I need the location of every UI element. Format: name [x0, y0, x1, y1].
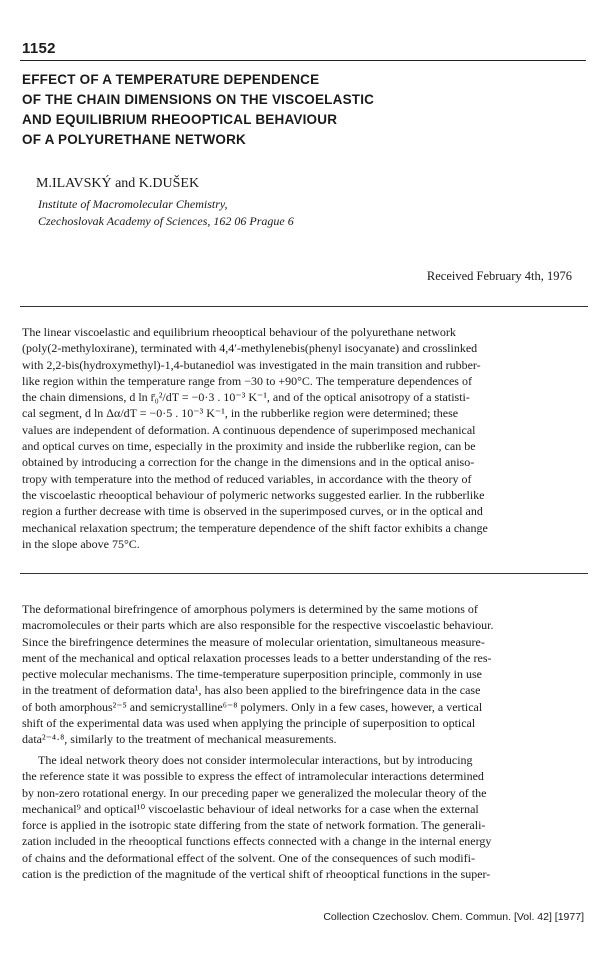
abstract-line: the viscoelastic rheooptical behaviour of polymeric networks suggested earlier. In the rubberlike — [22, 487, 485, 502]
page-number: 1152 — [22, 40, 56, 57]
body-line: The deformational birefringence of amorphous polymers is determined by the same motions of — [22, 602, 478, 616]
body-line: shift of the experimental data was used when applying the principle of superposition to optical — [22, 716, 476, 731]
abstract-line: tropy with temperature into the method of reduced variables, in accordance with the theory of — [22, 471, 472, 486]
body-line: data²⁻⁴·⁸, similarly to the treatment of mechanical measurements. — [22, 732, 337, 747]
abstract-line: in the slope above 75°C. — [22, 536, 140, 551]
abstract — [22, 324, 588, 552]
body-line: in the treatment of deformation data¹, has also been applied to the birefringence data in the case — [22, 683, 481, 698]
title-line: OF A POLYURETHANE NETWORK — [22, 132, 247, 147]
received-date: Received February 4th, 1976 — [426, 269, 572, 283]
body-line: mechanical⁹ and optical¹⁰ viscoelastic behaviour of ideal networks for a case when the external — [22, 801, 479, 816]
body-line: cation is the prediction of the magnitude of the vertical shift of rheooptical functions in the super- — [22, 867, 491, 882]
abstract-line: region a further decrease with time is observed in the superimposed curves, or in the optical and — [22, 504, 483, 519]
article-title — [22, 70, 582, 150]
abstract-top-rule — [20, 306, 588, 307]
abstract-line: like region within the temperature range from −30 to +90°C. The temperature dependences of — [22, 373, 472, 388]
abstract-line: (poly(2-methyloxirane), terminated with 4,4′-methylenebis(phenyl isocyanate) and crosslinked — [22, 341, 478, 356]
abstract-line: cal segment, d ln Δα/dT = −0·5 . 10⁻³ K⁻¹, in the rubberlike region were determined; these — [22, 406, 459, 421]
body-line: the reference state it was possible to express the effect of intramolecular interactions determined — [22, 769, 484, 784]
authors: M.ILAVSKÝ and K.DUŠEK — [36, 176, 200, 191]
header-rule — [20, 60, 586, 61]
affiliation — [38, 196, 294, 230]
affiliation-line: Institute of Macromolecular Chemistry, — [38, 197, 228, 211]
abstract-line: with 2,2-bis(hydroxymethyl)-1,4-butanediol was investigated in the main transition and rubber- — [22, 357, 481, 372]
title-line: EFFECT OF A TEMPERATURE DEPENDENCE — [22, 72, 320, 87]
abstract-line: and optical curves on time, especially in the proximity and inside the rubberlike region, can be — [22, 439, 476, 454]
body-line: of both amorphous²⁻⁵ and semicrystalline⁶⁻⁸ polymers. Only in a few cases, however, a vertical — [22, 699, 483, 714]
abstract-line: mechanical relaxation spectrum; the temperature dependence of the shift factor exhibits a change — [22, 520, 488, 535]
abstract-line: obtained by introducing a correction for the change in the dimensions and in the optical aniso- — [22, 455, 475, 470]
body-line: pective molecular mechanisms. The time-temperature superposition principle, commonly in use — [22, 667, 482, 682]
title-line: AND EQUILIBRIUM RHEOOPTICAL BEHAVIOUR — [22, 112, 338, 127]
body-line: force is applied in the isotropic state differing from the state of network formation. The generali- — [22, 818, 486, 833]
journal-footer: Collection Czechoslov. Chem. Commun. [Vol. 42] [1977] — [323, 911, 584, 923]
abstract-line: the chain dimensions, d ln r̄₀²/dT = −0·3 . 10⁻³ K⁻¹, and of the optical anisotropy of a statisti- — [22, 390, 470, 405]
body-line: macromolecules or their parts which are also responsible for the respective viscoelastic behaviour. — [22, 618, 494, 633]
affiliation-line: Czechoslovak Academy of Sciences, 162 06 Prague 6 — [38, 214, 294, 228]
body-line: by non-zero rotational energy. In our preceding paper we generalized the molecular theory of the — [22, 785, 487, 800]
body-paragraph-1 — [22, 601, 588, 748]
body-line: The ideal network theory does not consider intermolecular interactions, but by introducing — [38, 753, 473, 767]
body-line: Since the birefringence determines the measure of molecular orientation, simultaneous measure- — [22, 634, 485, 649]
body-line: zation included in the rheooptical functions effects connected with a change in the internal energy — [22, 834, 492, 849]
abstract-line: The linear viscoelastic and equilibrium rheooptical behaviour of the polyurethane network — [22, 325, 456, 339]
abstract-bottom-rule — [20, 573, 588, 574]
abstract-line: values are independent of deformation. A continuous dependence of superimposed mechanical — [22, 422, 476, 437]
body-line: of chains and the deformational effect of the solvent. One of the consequences of such modifi- — [22, 850, 475, 865]
body-line: ment of the mechanical and optical relaxation processes leads to a better understanding of the res- — [22, 650, 492, 665]
title-line: OF THE CHAIN DIMENSIONS ON THE VISCOELASTIC — [22, 92, 375, 107]
body-paragraph-2 — [22, 752, 588, 882]
